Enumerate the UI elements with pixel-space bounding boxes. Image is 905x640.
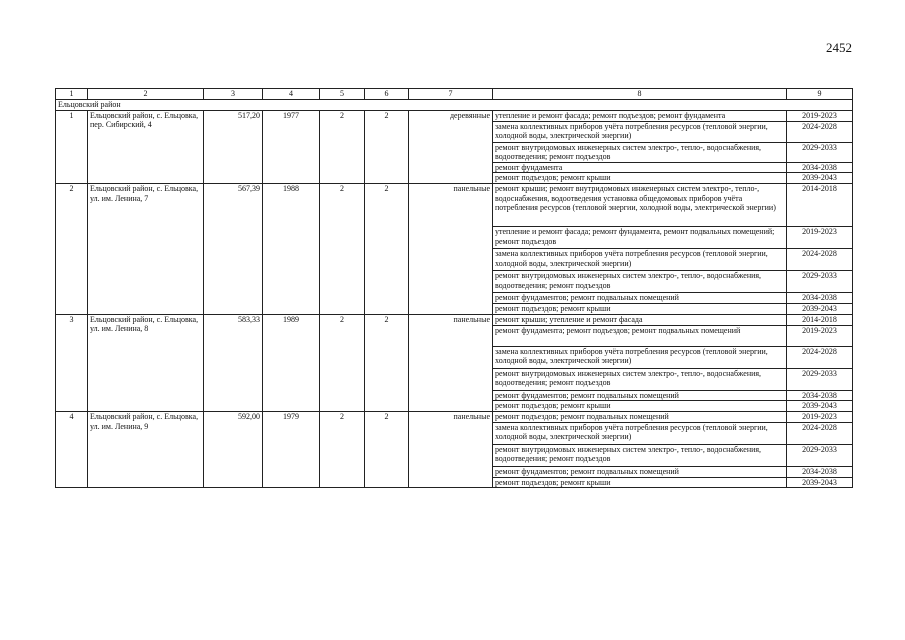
work-description: замена коллективных приборов учёта потребления ресурсов (тепловой энергии, холодной воды, электрической энергии) — [493, 422, 787, 444]
building-year: 1988 — [263, 184, 320, 315]
work-period: 2034-2038 — [787, 162, 853, 173]
building-entrances: 2 — [365, 110, 409, 184]
work-period: 2029-2033 — [787, 142, 853, 162]
work-description: ремонт внутридомовых инженерных систем электро-, тепло-, водоснабжения, водоотведения; ремонт подъездов — [493, 271, 787, 293]
column-header: 5 — [320, 89, 365, 100]
building-area: 592,00 — [204, 412, 263, 488]
column-header: 7 — [409, 89, 493, 100]
table-row — [56, 412, 853, 423]
building-address: Ельцовский район, с. Ельцовка, ул. им. Ленина, 8 — [88, 314, 204, 412]
building-floors: 2 — [320, 314, 365, 412]
work-description: ремонт фундамента — [493, 162, 787, 173]
building-number: 2 — [56, 184, 88, 315]
work-period: 2024-2028 — [787, 346, 853, 368]
column-header: 9 — [787, 89, 853, 100]
column-header: 4 — [263, 89, 320, 100]
district-row — [56, 99, 853, 110]
work-description: утепление и ремонт фасада; ремонт подъездов; ремонт фундамента — [493, 110, 787, 121]
building-floors: 2 — [320, 110, 365, 184]
work-period: 2014-2018 — [787, 314, 853, 325]
table-row — [56, 314, 853, 325]
building-area: 583,33 — [204, 314, 263, 412]
work-period: 2029-2033 — [787, 444, 853, 466]
building-area: 517,20 — [204, 110, 263, 184]
work-period: 2034-2038 — [787, 390, 853, 401]
work-period: 2019-2023 — [787, 325, 853, 346]
wall-material: панельные — [409, 184, 493, 315]
table-row — [56, 184, 853, 227]
work-description: ремонт фундамента; ремонт подъездов; ремонт подвальных помещений — [493, 325, 787, 346]
building-floors: 2 — [320, 184, 365, 315]
building-entrances: 2 — [365, 412, 409, 488]
work-description: утепление и ремонт фасада; ремонт фундамента, ремонт подвальных помещений; ремонт подъездов — [493, 227, 787, 249]
wall-material: панельные — [409, 412, 493, 488]
work-description: ремонт фундаментов; ремонт подвальных помещений — [493, 390, 787, 401]
building-year: 1977 — [263, 110, 320, 184]
building-area: 567,39 — [204, 184, 263, 315]
column-header: 8 — [493, 89, 787, 100]
work-period: 2024-2028 — [787, 121, 853, 142]
column-header: 6 — [365, 89, 409, 100]
work-description: ремонт подъездов; ремонт крыши — [493, 477, 787, 488]
work-description: ремонт подъездов; ремонт крыши — [493, 401, 787, 412]
work-period: 2019-2023 — [787, 227, 853, 249]
building-number: 1 — [56, 110, 88, 184]
building-year: 1989 — [263, 314, 320, 412]
repair-schedule-table — [55, 88, 853, 488]
building-number: 4 — [56, 412, 88, 488]
building-number: 3 — [56, 314, 88, 412]
work-description: замена коллективных приборов учёта потребления ресурсов (тепловой энергии, холодной воды, электрической энергии) — [493, 249, 787, 271]
work-period: 2039-2043 — [787, 477, 853, 488]
header-row — [56, 89, 853, 100]
building-entrances: 2 — [365, 184, 409, 315]
work-period: 2029-2033 — [787, 368, 853, 390]
table-row — [56, 110, 853, 121]
work-description: ремонт крыши; ремонт внутридомовых инженерных систем электро-, тепло-, водоснабжения, водоотведения установка общедомовых приборов учёта потребления ресурсов (тепловой энергии, холодной воды, электрической энергии) — [493, 184, 787, 227]
work-description: замена коллективных приборов учёта потребления ресурсов (тепловой энергии, холодной воды, электрической энергии) — [493, 346, 787, 368]
work-description: ремонт внутридомовых инженерных систем электро-, тепло-, водоснабжения, водоотведения; ремонт подъездов — [493, 368, 787, 390]
column-header: 3 — [204, 89, 263, 100]
building-floors: 2 — [320, 412, 365, 488]
work-period: 2034-2038 — [787, 293, 853, 304]
work-period: 2029-2033 — [787, 271, 853, 293]
work-description: ремонт подъездов; ремонт крыши — [493, 303, 787, 314]
building-address: Ельцовский район, с. Ельцовка, ул. им. Ленина, 9 — [88, 412, 204, 488]
work-description: ремонт подъездов; ремонт подвальных помещений — [493, 412, 787, 423]
district-name: Ельцовский район — [56, 99, 853, 110]
table-body — [56, 89, 853, 488]
work-period: 2019-2023 — [787, 110, 853, 121]
work-period: 2039-2043 — [787, 173, 853, 184]
wall-material: панельные — [409, 314, 493, 412]
column-header: 2 — [88, 89, 204, 100]
work-description: ремонт подъездов; ремонт крыши — [493, 173, 787, 184]
building-address: Ельцовский район, с. Ельцовка, ул. им. Ленина, 7 — [88, 184, 204, 315]
wall-material: деревянные — [409, 110, 493, 184]
work-period: 2024-2028 — [787, 249, 853, 271]
work-description: ремонт внутридомовых инженерных систем электро-, тепло-, водоснабжения, водоотведения; ремонт подъездов — [493, 142, 787, 162]
column-header: 1 — [56, 89, 88, 100]
work-period: 2039-2043 — [787, 401, 853, 412]
work-period: 2039-2043 — [787, 303, 853, 314]
work-description: ремонт фундаментов; ремонт подвальных помещений — [493, 466, 787, 477]
building-year: 1979 — [263, 412, 320, 488]
work-description: ремонт внутридомовых инженерных систем электро-, тепло-, водоснабжения, водоотведения; ремонт подъездов — [493, 444, 787, 466]
work-period: 2024-2028 — [787, 422, 853, 444]
work-description: ремонт фундаментов; ремонт подвальных помещений — [493, 293, 787, 304]
work-period: 2014-2018 — [787, 184, 853, 227]
work-period: 2019-2023 — [787, 412, 853, 423]
work-period: 2034-2038 — [787, 466, 853, 477]
page-number: 2452 — [826, 40, 852, 55]
building-address: Ельцовский район, с. Ельцовка, пер. Сибирский, 4 — [88, 110, 204, 184]
work-description: замена коллективных приборов учёта потребления ресурсов (тепловой энергии, холодной воды, электрической энергии) — [493, 121, 787, 142]
building-entrances: 2 — [365, 314, 409, 412]
work-description: ремонт крыши; утепление и ремонт фасада — [493, 314, 787, 325]
